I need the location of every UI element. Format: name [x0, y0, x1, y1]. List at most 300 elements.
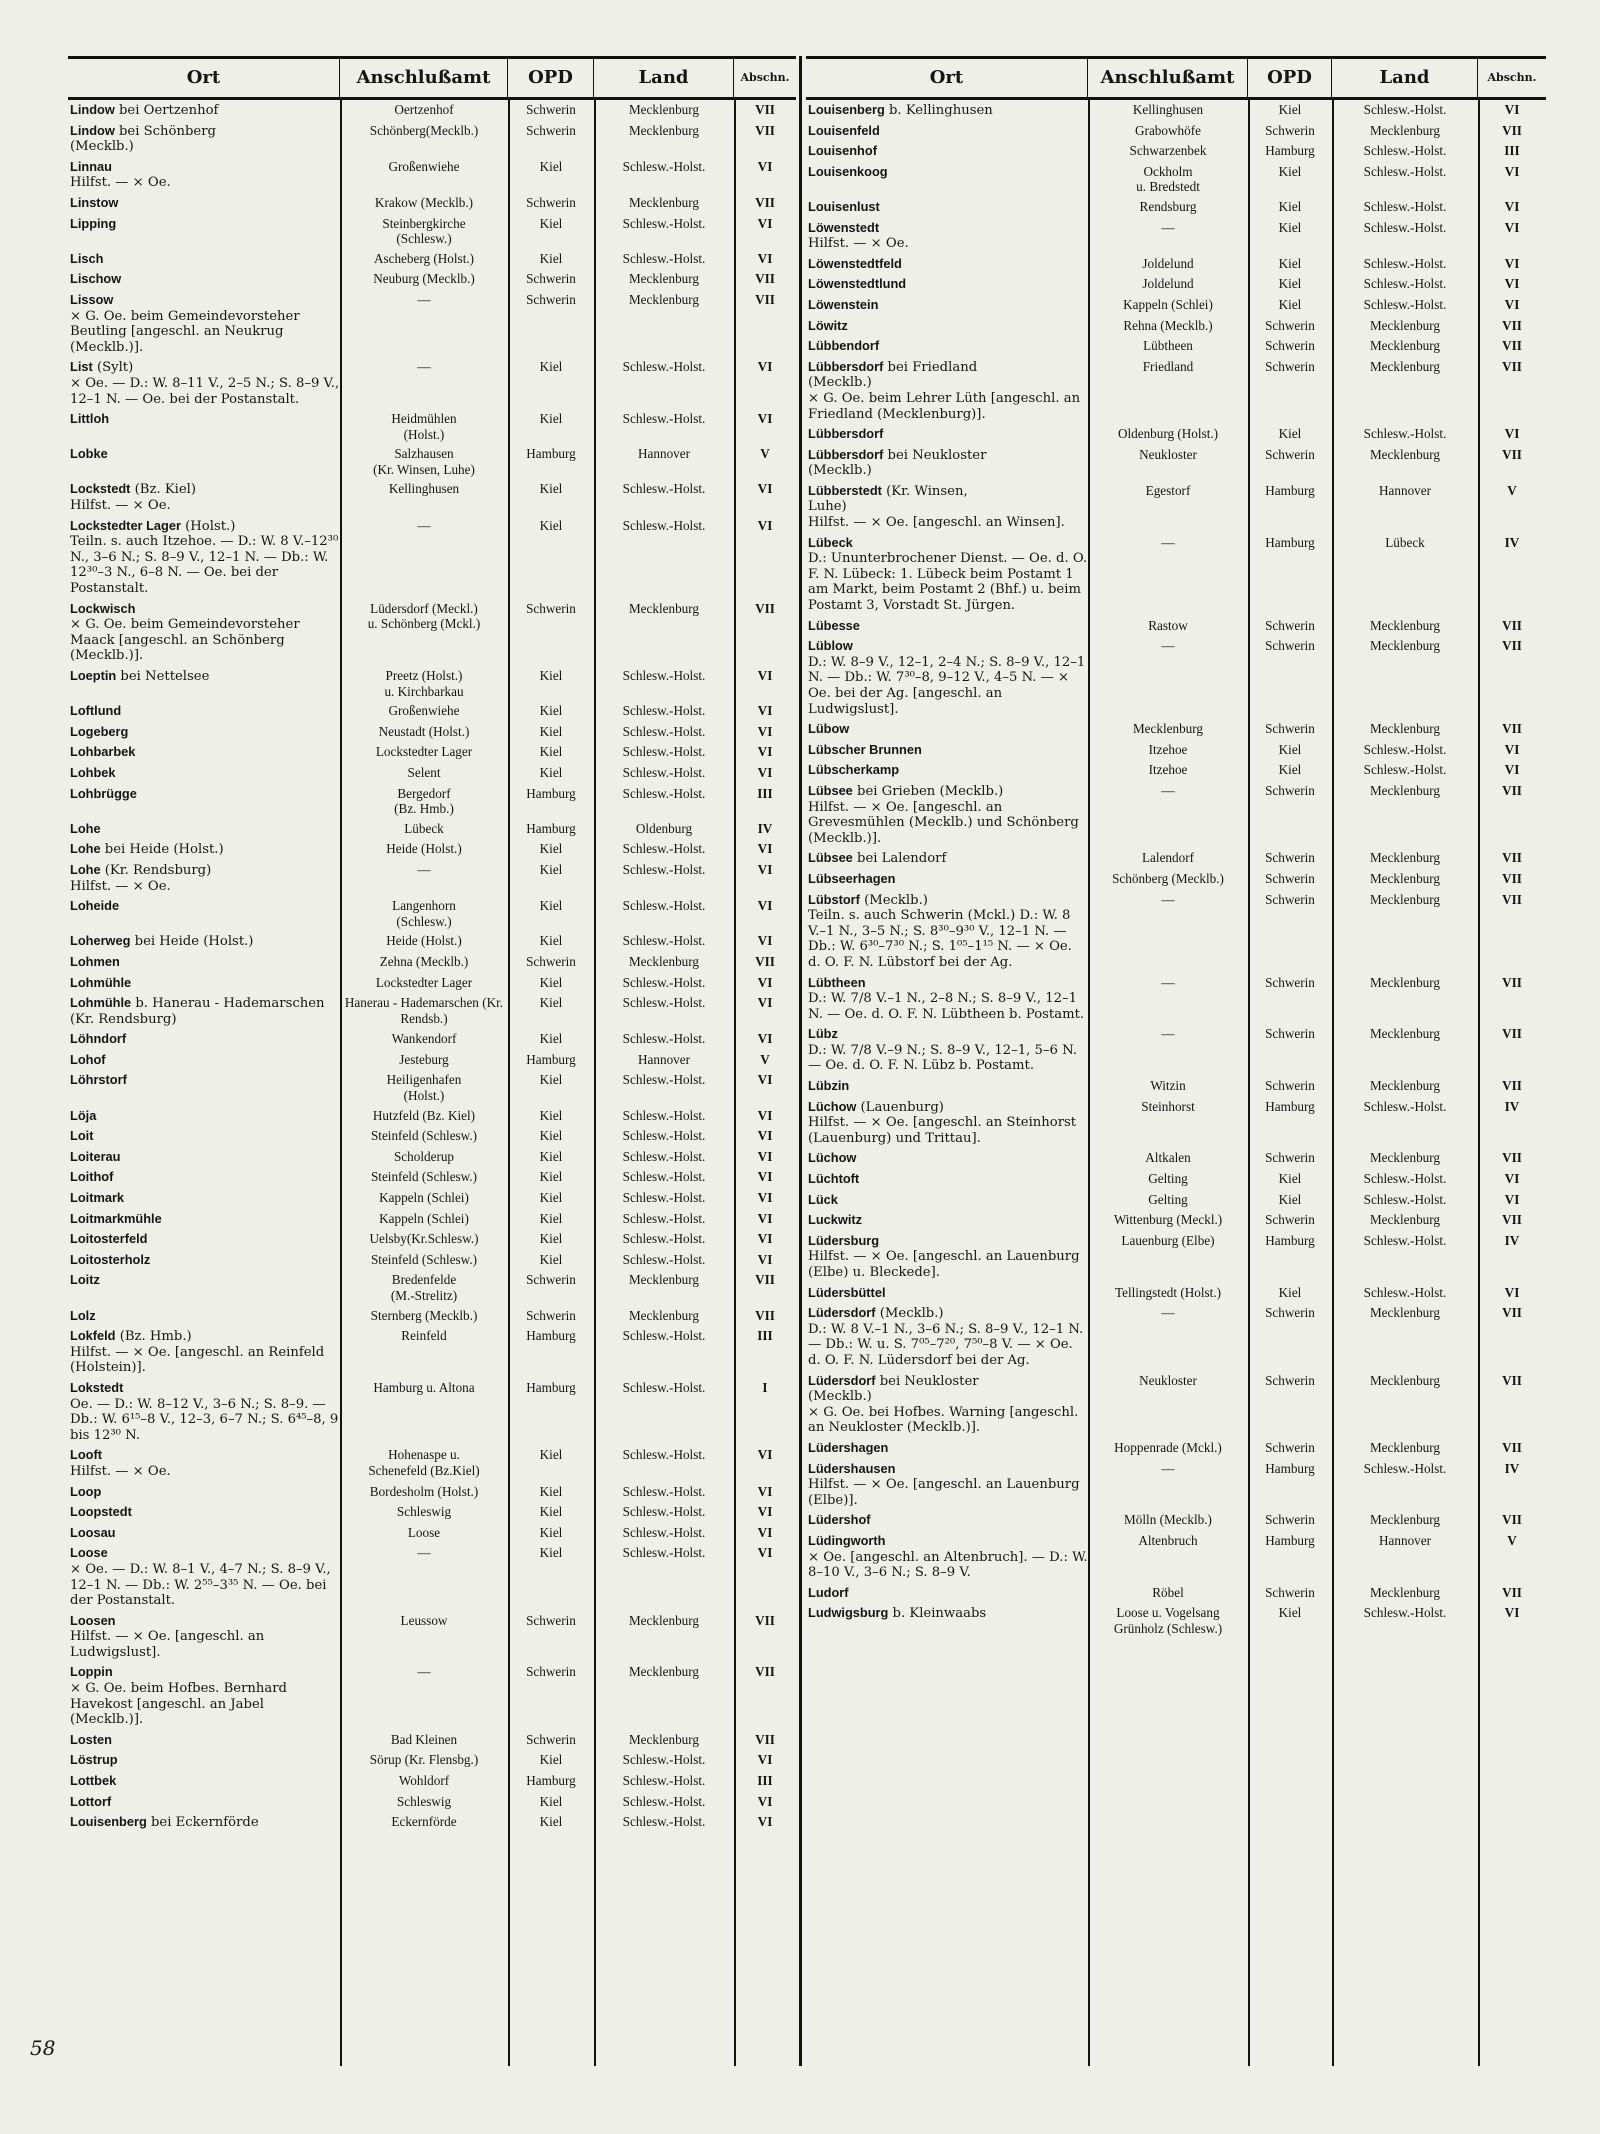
land-cell: Schlesw.-Holst. — [622, 411, 706, 427]
table-row — [68, 973, 796, 994]
opd-cell: Schwerin — [1265, 1150, 1315, 1166]
opd-cell: Kiel — [1278, 762, 1302, 778]
land-cell: Schlesw.-Holst. — [622, 841, 706, 857]
left-column — [68, 56, 796, 2066]
anschlussamt-cell: Ascheberg (Holst.) — [373, 250, 475, 266]
table-row — [68, 444, 796, 479]
opd-cell: Kiel — [1278, 1171, 1302, 1187]
table-row — [68, 1812, 796, 1833]
place-name: Lokfeld — [70, 1328, 116, 1344]
place-note: Hilfst. — × Oe. [angeschl. an Steinhorst (Lauenburg) und Trittau]. — [808, 1115, 1077, 1146]
place-qualifier: bei Lalendorf — [852, 851, 947, 867]
land-cell: Mecklenburg — [1369, 850, 1441, 866]
abschnitt-cell: VI — [1504, 296, 1520, 312]
abschnitt-cell: VI — [1504, 1191, 1520, 1207]
land-cell: Mecklenburg — [628, 291, 700, 307]
opd-cell: Schwerin — [1265, 1078, 1315, 1094]
table-row — [68, 742, 796, 763]
table-row — [806, 1603, 1546, 1638]
table-row — [68, 1502, 796, 1523]
place-note: Hilfst. — × Oe. — [70, 175, 171, 191]
place-cell — [68, 933, 340, 950]
land-cell: Schlesw.-Holst. — [1363, 102, 1447, 117]
abschnitt-cell: VII — [755, 271, 775, 287]
abschnitt-cell: VII — [755, 953, 775, 969]
abschnitt-cell: VI — [757, 1169, 773, 1185]
place-name: Löhndorf — [70, 1031, 127, 1047]
land-cell: Mecklenburg — [1369, 338, 1441, 354]
place-cell — [68, 102, 340, 119]
right-divider-2 — [1248, 97, 1250, 2066]
place-note: D.: W. 7/8 V.–1 N., 2–8 N.; S. 8–9 V., 12–1 N. — Oe. d. O. F. N. Lübtheen b. Postamt. — [808, 991, 1085, 1022]
place-qualifier: bei Grieben (Mecklb.) — [852, 783, 1004, 799]
place-qualifier: b. Kleinwaabs — [888, 1606, 987, 1622]
place-cell — [68, 1752, 340, 1769]
place-cell — [68, 123, 340, 155]
place-cell — [68, 1169, 340, 1186]
abschnitt-cell: I — [762, 1379, 768, 1395]
abschnitt-cell: VI — [757, 481, 773, 497]
table-row — [68, 860, 796, 896]
anschlussamt-cell: Wittenburg (Meckl.) — [1113, 1212, 1223, 1228]
place-name: Linstow — [70, 194, 119, 210]
abschnitt-cell: VII — [755, 1307, 775, 1323]
abschnitt-cell: VI — [1504, 1284, 1520, 1300]
land-cell: Schlesw.-Holst. — [622, 744, 706, 760]
place-name: Lüdersdorf — [808, 1372, 876, 1388]
anschlussamt-cell: Scholderup — [393, 1148, 455, 1164]
header-land: Land — [594, 59, 734, 97]
opd-cell: Schwerin — [1265, 891, 1315, 907]
header-abschn-right: Abschn. — [1487, 71, 1537, 84]
table-row — [68, 1792, 796, 1813]
land-cell: Mecklenburg — [1369, 1305, 1441, 1321]
abschnitt-cell: VI — [757, 1231, 773, 1247]
place-qualifier: bei Oertzenhof — [114, 103, 219, 118]
table-row — [68, 214, 796, 249]
land-cell: Mecklenburg — [1369, 446, 1441, 462]
place-name: Logeberg — [70, 723, 129, 739]
anschlussamt-cell: — — [1161, 1026, 1175, 1042]
abschnitt-cell: VII — [1502, 358, 1522, 374]
land-cell: Schlesw.-Holst. — [622, 764, 706, 780]
place-name: Loithof — [70, 1169, 114, 1185]
abschnitt-cell: VI — [757, 250, 773, 266]
page-number: 58 — [30, 2036, 56, 2060]
table-row — [806, 121, 1546, 142]
abschnitt-cell: III — [757, 785, 773, 801]
place-name: Lübberstedt — [808, 482, 882, 498]
abschnitt-cell: VI — [757, 1072, 773, 1088]
anschlussamt-cell: Kappeln (Schlei) — [379, 1190, 469, 1206]
abschnitt-cell: V — [760, 446, 770, 462]
place-note: Teiln. s. auch Schwerin (Mckl.) D.: W. 8 V.–1 N., 3–5 N.; S. 8³⁰–9³⁰ V., 12–1 N. — Db.: W. 6³⁰–7³⁰ N.; S. 1⁰⁵–1¹⁵ N. — × Oe. d. O. F. N. Lübstorf bei der Ag. — [808, 908, 1072, 970]
header-abschn: Abschn. — [740, 71, 790, 84]
place-name: Lockstedt — [70, 481, 131, 497]
abschnitt-cell: VII — [1502, 638, 1522, 654]
place-cell — [806, 1440, 1088, 1457]
place-cell — [68, 1031, 340, 1048]
abschnitt-cell: VI — [757, 974, 773, 990]
abschnitt-cell: VI — [757, 668, 773, 683]
table-row — [68, 1147, 796, 1168]
place-qualifier: bei Heide (Holst.) — [100, 842, 224, 858]
opd-cell: Kiel — [539, 744, 563, 760]
place-name: Lissow — [70, 291, 114, 307]
anschlussamt-cell: Lockstedter Lager — [375, 744, 473, 760]
place-cell — [68, 1814, 340, 1831]
place-name: Lück — [808, 1191, 838, 1207]
place-name: Lübscher Brunnen — [808, 741, 922, 757]
place-name: Lohbrügge — [70, 785, 137, 801]
opd-cell: Schwerin — [526, 102, 576, 117]
place-cell — [68, 159, 340, 191]
table-row — [68, 763, 796, 784]
table-row — [68, 1029, 796, 1050]
land-cell: Schlesw.-Holst. — [622, 1752, 706, 1768]
place-name: Lisch — [70, 250, 104, 266]
place-note: D.: Ununterbrochener Dienst. — Oe. d. O. F. N. Lübeck: 1. Lübeck beim Postamt 1 am Markt, beim Postamt 2 (Bhf.) u. beim Postamt 3, Vorstadt St. Jürgen. — [808, 551, 1088, 614]
table-row — [806, 316, 1546, 337]
anschlussamt-cell: Selent — [407, 764, 441, 780]
anschlussamt-cell: — — [417, 1545, 431, 1561]
land-cell: Lübeck — [1385, 534, 1425, 550]
anschlussamt-cell: Heide (Holst.) — [386, 933, 462, 949]
right-column — [806, 56, 1546, 2066]
opd-cell: Schwerin — [1265, 721, 1315, 737]
abschnitt-cell: VI — [757, 359, 773, 375]
abschnitt-cell: VI — [757, 1251, 773, 1267]
table-row — [806, 295, 1546, 316]
place-cell — [68, 786, 340, 803]
place-name: Lockstedter Lager — [70, 517, 181, 533]
land-cell: Schlesw.-Holst. — [1363, 255, 1447, 271]
table-row — [68, 666, 796, 701]
table-row — [806, 424, 1546, 445]
opd-cell: Kiel — [1278, 255, 1302, 271]
land-cell: Mecklenburg — [628, 1731, 700, 1747]
table-row — [806, 254, 1546, 275]
anschlussamt-cell: Wohldorf — [398, 1773, 450, 1789]
opd-cell: Schwerin — [526, 291, 576, 307]
place-name: Lübbendorf — [808, 338, 880, 354]
opd-cell: Kiel — [539, 1169, 563, 1185]
header-opd-right: OPD — [1248, 59, 1332, 97]
place-cell — [68, 1072, 340, 1089]
table-row — [806, 1024, 1546, 1076]
place-note: Hilfst. — × Oe. — [808, 236, 909, 252]
place-cell — [68, 1613, 340, 1661]
anschlussamt-cell: Kappeln (Schlei) — [1123, 296, 1213, 312]
place-name: Löstrup — [70, 1752, 118, 1768]
table-row — [806, 357, 1546, 424]
opd-cell: Schwerin — [526, 271, 576, 287]
land-cell: Schlesw.-Holst. — [622, 1251, 706, 1267]
abschnitt-cell: V — [1507, 482, 1517, 498]
place-cell — [806, 742, 1088, 759]
table-row — [806, 1283, 1546, 1304]
table-row — [68, 1270, 796, 1305]
right-entries — [806, 100, 1546, 1638]
place-name: Lottbek — [70, 1773, 117, 1789]
opd-cell: Schwerin — [1265, 1584, 1315, 1600]
place-qualifier: (Sylt) — [92, 360, 134, 376]
anschlussamt-cell: Schwarzenbek — [1129, 143, 1207, 159]
abschnitt-cell: VII — [1502, 974, 1522, 990]
right-divider-3 — [1332, 97, 1334, 2066]
anschlussamt-cell: Itzehoe — [1148, 762, 1188, 778]
abschnitt-cell: VI — [757, 215, 773, 231]
anschlussamt-cell: — — [1161, 534, 1175, 550]
abschnitt-cell: VII — [755, 102, 775, 117]
anschlussamt-cell: Bredenfelde (M.-Strelitz) — [390, 1272, 458, 1303]
anschlussamt-cell: Hohenaspe u. Schenefeld (Bz.Kiel) — [368, 1447, 480, 1478]
abschnitt-cell: VI — [757, 841, 773, 857]
anschlussamt-cell: Steinhorst — [1141, 1098, 1195, 1114]
abschnitt-cell: III — [757, 1773, 773, 1789]
table-row — [68, 931, 796, 952]
abschnitt-cell: IV — [1504, 1098, 1520, 1114]
opd-cell: Schwerin — [1265, 1439, 1315, 1455]
anschlussamt-cell: Ockholm u. Bredstedt — [1136, 163, 1200, 195]
land-cell: Mecklenburg — [1369, 1026, 1441, 1042]
opd-cell: Kiel — [539, 1793, 563, 1809]
opd-cell: Schwerin — [1265, 1305, 1315, 1321]
abschnitt-cell: VII — [1502, 617, 1522, 633]
place-cell — [68, 195, 340, 212]
land-cell: Schlesw.-Holst. — [1363, 1232, 1447, 1248]
anschlussamt-cell: Altenbruch — [1138, 1532, 1198, 1548]
opd-cell: Kiel — [539, 933, 563, 949]
place-qualifier: (Mecklb.) — [875, 1306, 944, 1322]
opd-cell: Schwerin — [1265, 1212, 1315, 1228]
place-name: Louisenberg — [70, 1814, 147, 1830]
place-name: Loitosterfeld — [70, 1231, 148, 1247]
place-name: Looft — [70, 1447, 102, 1463]
place-name: Loopstedt — [70, 1504, 132, 1520]
place-cell — [68, 1794, 340, 1811]
anschlussamt-cell: Gelting — [1148, 1171, 1188, 1187]
anschlussamt-cell: Gelting — [1148, 1191, 1188, 1207]
opd-cell: Schwerin — [526, 1272, 576, 1288]
land-cell: Schlesw.-Holst. — [1363, 198, 1447, 214]
opd-cell: Kiel — [539, 1545, 563, 1561]
table-row — [806, 1076, 1546, 1097]
table-row — [68, 722, 796, 743]
table-row — [806, 1438, 1546, 1459]
place-name: Loiterau — [70, 1148, 121, 1164]
directory-page — [68, 56, 1546, 2076]
table-row — [806, 1190, 1546, 1211]
land-cell: Schlesw.-Holst. — [622, 1107, 706, 1123]
place-note: Hilfst. — × Oe. [angeschl. an Grevesmühlen (Mecklb.) und Schönberg (Mecklb.)]. — [808, 799, 1079, 846]
opd-cell: Schwerin — [1265, 870, 1315, 886]
place-name: Lohbarbek — [70, 744, 136, 760]
abschnitt-cell: VI — [1504, 219, 1520, 235]
place-cell — [806, 850, 1088, 867]
opd-cell: Schwerin — [1265, 974, 1315, 990]
abschnitt-cell: VII — [755, 1612, 775, 1628]
abschnitt-cell: VI — [757, 744, 773, 760]
place-name: Lübsee — [808, 782, 853, 798]
abschnitt-cell: VI — [1504, 426, 1520, 442]
table-row — [68, 1750, 796, 1771]
place-name: Lübsee — [808, 850, 853, 866]
anschlussamt-cell: Großenwiehe — [388, 158, 460, 174]
table-row — [68, 1250, 796, 1271]
place-cell — [68, 1308, 340, 1325]
left-divider-3 — [594, 97, 596, 2066]
table-row — [806, 197, 1546, 218]
table-row — [68, 1730, 796, 1751]
place-name: Louisenkoog — [808, 163, 888, 179]
place-note: × Oe. — D.: W. 8–1 V., 4–7 N.; S. 8–9 V., 12–1 N. — Db.: W. 2⁵⁵–3³⁵ N. — Oe. bei der Postanstalt. — [70, 1561, 331, 1609]
table-row — [806, 1210, 1546, 1231]
place-name: Loosau — [70, 1524, 116, 1540]
abschnitt-cell: VII — [755, 1731, 775, 1747]
abschnitt-cell: VII — [1502, 721, 1522, 737]
land-cell: Schlesw.-Holst. — [622, 1504, 706, 1520]
land-cell: Schlesw.-Holst. — [1363, 1191, 1447, 1207]
right-divider-4 — [1478, 97, 1480, 2066]
opd-cell: Hamburg — [526, 1773, 576, 1789]
place-cell — [68, 271, 340, 288]
place-note: Hilfst. — × Oe. [angeschl. an Ludwigslust]. — [70, 1629, 265, 1660]
place-cell — [68, 359, 340, 407]
place-name: Lohof — [70, 1051, 106, 1067]
place-name: Loosen — [70, 1612, 116, 1628]
land-cell: Schlesw.-Holst. — [622, 250, 706, 266]
abschnitt-cell: VI — [1504, 255, 1520, 271]
table-row — [806, 1510, 1546, 1531]
place-cell — [68, 724, 340, 741]
place-cell — [68, 1773, 340, 1790]
place-qualifier: (Holst.) — [180, 518, 236, 534]
anschlussamt-cell: Hanerau - Hademarschen (Kr. Rendsb.) — [344, 995, 504, 1026]
place-qualifier: bei Neukloster (Mecklb.) — [808, 447, 987, 479]
table-row — [806, 1169, 1546, 1190]
anschlussamt-cell: Oldenburg (Holst.) — [1117, 426, 1219, 442]
place-cell — [68, 216, 340, 233]
place-qualifier: bei Neukloster (Mecklb.) — [808, 1373, 979, 1405]
place-cell — [806, 1512, 1088, 1529]
table-row — [806, 445, 1546, 481]
anschlussamt-cell: Sternberg (Mecklb.) — [370, 1307, 478, 1323]
place-name: Lüchow — [808, 1098, 857, 1114]
abschnitt-cell: VI — [1504, 1605, 1520, 1621]
place-name: Lübbersdorf — [808, 358, 884, 374]
land-cell: Mecklenburg — [1369, 358, 1441, 374]
place-cell — [68, 251, 340, 268]
table-row — [68, 1050, 796, 1071]
land-cell: Mecklenburg — [1369, 317, 1441, 333]
place-name: Lipping — [70, 215, 117, 231]
table-row — [68, 1662, 796, 1729]
table-row — [68, 1070, 796, 1105]
table-row — [806, 848, 1546, 869]
place-name: Lohe — [70, 861, 101, 877]
place-name: Lohmühle — [70, 974, 132, 990]
abschnitt-cell: VI — [757, 1148, 773, 1164]
abschnitt-cell: VI — [757, 158, 773, 174]
left-header-row — [68, 56, 796, 100]
header-anschlussamt: Anschlußamt — [340, 59, 508, 97]
abschnitt-cell: VI — [757, 517, 773, 533]
place-cell — [806, 892, 1088, 971]
land-cell: Schlesw.-Holst. — [622, 1773, 706, 1789]
opd-cell: Schwerin — [526, 1731, 576, 1747]
land-cell: Schlesw.-Holst. — [622, 668, 706, 683]
opd-cell: Schwerin — [526, 1612, 576, 1628]
abschnitt-cell: VII — [1502, 782, 1522, 798]
table-row — [68, 896, 796, 931]
land-cell: Schlesw.-Holst. — [622, 359, 706, 375]
header-ort: Ort — [68, 59, 340, 97]
left-entries — [68, 100, 796, 1833]
place-name: Lohmen — [70, 953, 120, 969]
abschnitt-cell: VI — [757, 1483, 773, 1499]
place-cell — [68, 975, 340, 992]
opd-cell: Hamburg — [1265, 1098, 1315, 1114]
place-cell — [806, 783, 1088, 846]
table-row — [68, 1523, 796, 1544]
opd-cell: Schwerin — [1265, 1026, 1315, 1042]
anschlussamt-cell: Kellinghusen — [1132, 102, 1204, 117]
opd-cell: Kiel — [539, 1504, 563, 1520]
place-name: Loherweg — [70, 933, 131, 949]
land-cell: Schlesw.-Holst. — [622, 158, 706, 174]
place-cell — [806, 256, 1088, 273]
land-cell: Schlesw.-Holst. — [622, 1814, 706, 1830]
place-name: Loitosterholz — [70, 1251, 151, 1267]
table-row — [68, 193, 796, 214]
place-cell — [68, 862, 340, 894]
anschlussamt-cell: Neukloster — [1139, 1372, 1197, 1388]
place-qualifier: (Kr. Rendsburg) — [100, 862, 212, 878]
opd-cell: Schwerin — [1265, 446, 1315, 462]
place-cell — [68, 1732, 340, 1749]
opd-cell: Schwerin — [1265, 338, 1315, 354]
place-cell — [806, 618, 1088, 635]
header-land-right: Land — [1332, 59, 1478, 97]
table-row — [68, 599, 796, 666]
place-note: × Oe. [angeschl. an Altenbruch]. — D.: W. 8–10 V., 3–6 N.; S. 8–9 V. — [808, 1549, 1088, 1581]
anschlussamt-cell: Rendsburg — [1139, 198, 1197, 214]
abschnitt-cell: VI — [1504, 102, 1520, 117]
place-cell — [806, 762, 1088, 779]
place-cell — [68, 292, 340, 355]
anschlussamt-cell: — — [1161, 974, 1175, 990]
table-row — [68, 1378, 796, 1445]
place-cell — [68, 1211, 340, 1228]
land-cell: Mecklenburg — [1369, 974, 1441, 990]
land-cell: Schlesw.-Holst. — [1363, 741, 1447, 757]
anschlussamt-cell: Langenhorn (Schlesw.) — [392, 898, 456, 929]
place-cell — [68, 821, 340, 838]
place-cell — [68, 1231, 340, 1248]
place-name: Lindow — [70, 102, 115, 117]
table-row — [806, 719, 1546, 740]
land-cell: Mecklenburg — [1369, 617, 1441, 633]
abschnitt-cell: VII — [1502, 1305, 1522, 1321]
place-name: Loppin — [70, 1664, 113, 1680]
abschnitt-cell: VI — [757, 1545, 773, 1561]
land-cell: Schlesw.-Holst. — [1363, 163, 1447, 179]
abschnitt-cell: VI — [757, 1210, 773, 1226]
place-name: Lindow — [70, 122, 115, 138]
place-cell — [806, 338, 1088, 355]
place-cell — [806, 426, 1088, 443]
